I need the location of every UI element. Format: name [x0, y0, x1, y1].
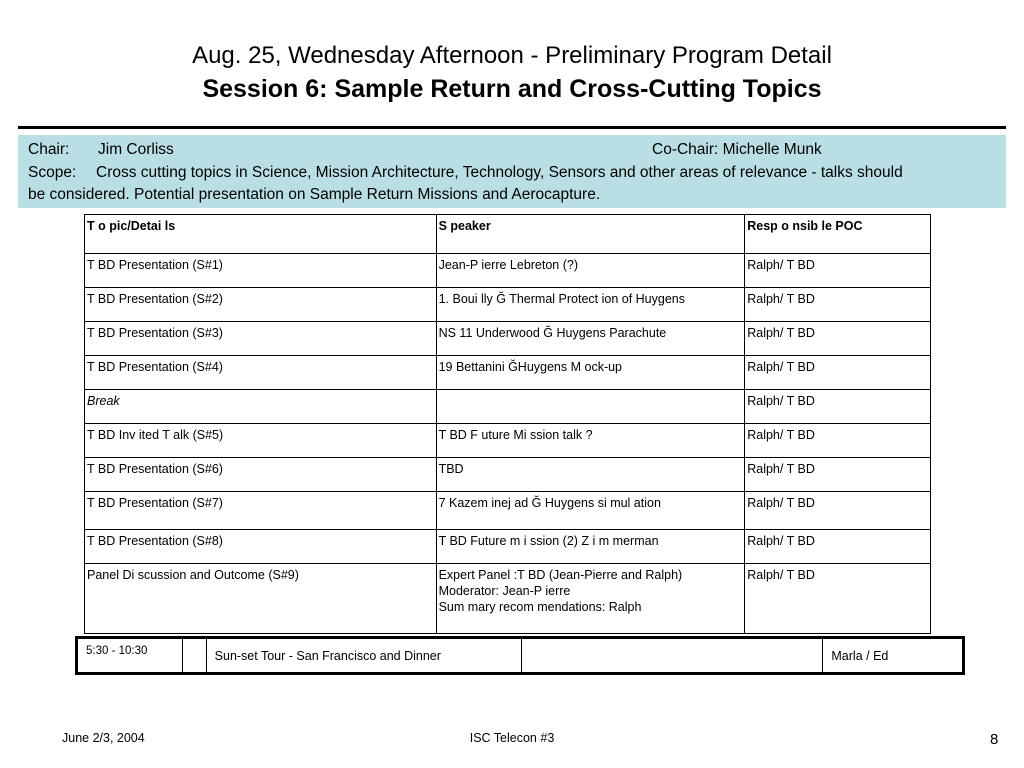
poc-cell: Ralph/ T BD [745, 424, 931, 458]
poc-cell: Ralph/ T BD [745, 530, 931, 564]
topic-cell: T BD Inv ited T alk (S#5) [85, 424, 437, 458]
poc-cell: Ralph/ T BD [745, 356, 931, 390]
evening-event-table [75, 636, 965, 675]
title-divider [18, 126, 1006, 129]
evening-blank-cell [521, 638, 823, 674]
program-table [84, 214, 931, 634]
chair-name: Jim Corliss [98, 141, 174, 158]
table-row [85, 424, 931, 458]
poc-cell: Ralph/ T BD [745, 390, 931, 424]
speaker-cell [436, 390, 745, 424]
table-row [85, 458, 931, 492]
session-title: Session 6: Sample Return and Cross-Cutting Topics [202, 75, 822, 103]
table-row [85, 288, 931, 322]
table-row [85, 530, 931, 564]
evening-time: 5:30 - 10:30 [77, 638, 183, 674]
table-row [85, 322, 931, 356]
speaker-cell: T BD F uture Mi ssion talk ? [436, 424, 745, 458]
evening-event: Sun-set Tour - San Francisco and Dinner [206, 638, 521, 674]
topic-cell: T BD Presentation (S#7) [85, 492, 437, 530]
header-topic: T o pic/Detai ls [85, 215, 437, 254]
header-poc: Resp o nsib le POC [745, 215, 931, 254]
poc-cell: Ralph/ T BD [745, 564, 931, 634]
chair-line [28, 139, 1006, 162]
topic-cell: Panel Di scussion and Outcome (S#9) [85, 564, 437, 634]
footer-title: ISC Telecon #3 [469, 731, 555, 745]
poc-cell: Ralph/ T BD [745, 458, 931, 492]
speaker-cell: 19 Bettanini ĞHuygens M ock-up [436, 356, 745, 390]
speaker-cell: Jean-P ierre Lebreton (?) [436, 254, 745, 288]
scope-text: Cross cutting topics in Science, Mission Architecture, Technology, Sensors and other areas of relevance - talks should [96, 163, 903, 181]
session-info-box [18, 135, 1006, 208]
topic-cell: Break [85, 390, 437, 424]
table-row [85, 492, 931, 530]
scope-line [28, 162, 1006, 185]
poc-cell: Ralph/ T BD [745, 254, 931, 288]
scope-line-2: be considered. Potential presentation on Sample Return Missions and Aerocapture. [28, 186, 601, 203]
footer-date: June 2/3, 2004 [62, 731, 145, 745]
topic-cell: T BD Presentation (S#6) [85, 458, 437, 492]
cochair: Co-Chair: Michelle Munk [652, 141, 822, 158]
speaker-cell: TBD [436, 458, 745, 492]
chair-label: Chair: [28, 141, 70, 158]
topic-cell: T BD Presentation (S#4) [85, 356, 437, 390]
table-row [85, 254, 931, 288]
table-row [85, 390, 931, 424]
header-speaker: S peaker [436, 215, 745, 254]
poc-cell: Ralph/ T BD [745, 322, 931, 356]
table-header-row [85, 215, 931, 254]
speaker-cell: Expert Panel :T BD (Jean-Pierre and Ralph) Moderator: Jean-P ierre Sum mary recom mendations: Ralph [436, 564, 745, 634]
scope-label: Scope: [28, 163, 77, 181]
table-row [85, 356, 931, 390]
speaker-cell: 7 Kazem inej ad Ğ Huygens si mul ation [436, 492, 745, 530]
evening-contact: Marla / Ed [823, 638, 964, 674]
speaker-cell: NS 11 Underwood Ğ Huygens Parachute [436, 322, 745, 356]
page-number: 8 [990, 731, 999, 748]
poc-cell: Ralph/ T BD [745, 492, 931, 530]
topic-cell: T BD Presentation (S#2) [85, 288, 437, 322]
poc-cell: Ralph/ T BD [745, 288, 931, 322]
topic-cell: T BD Presentation (S#8) [85, 530, 437, 564]
table-row [85, 564, 931, 634]
speaker-cell: 1. Boui lly Ğ Thermal Protect ion of Huygens [436, 288, 745, 322]
topic-cell: T BD Presentation (S#1) [85, 254, 437, 288]
evening-blank-cell [182, 638, 206, 674]
evening-row [77, 638, 964, 674]
topic-cell: T BD Presentation (S#3) [85, 322, 437, 356]
slide-title: Aug. 25, Wednesday Afternoon - Preliminary Program Detail [192, 42, 832, 69]
speaker-cell: T BD Future m i ssion (2) Z i m merman [436, 530, 745, 564]
